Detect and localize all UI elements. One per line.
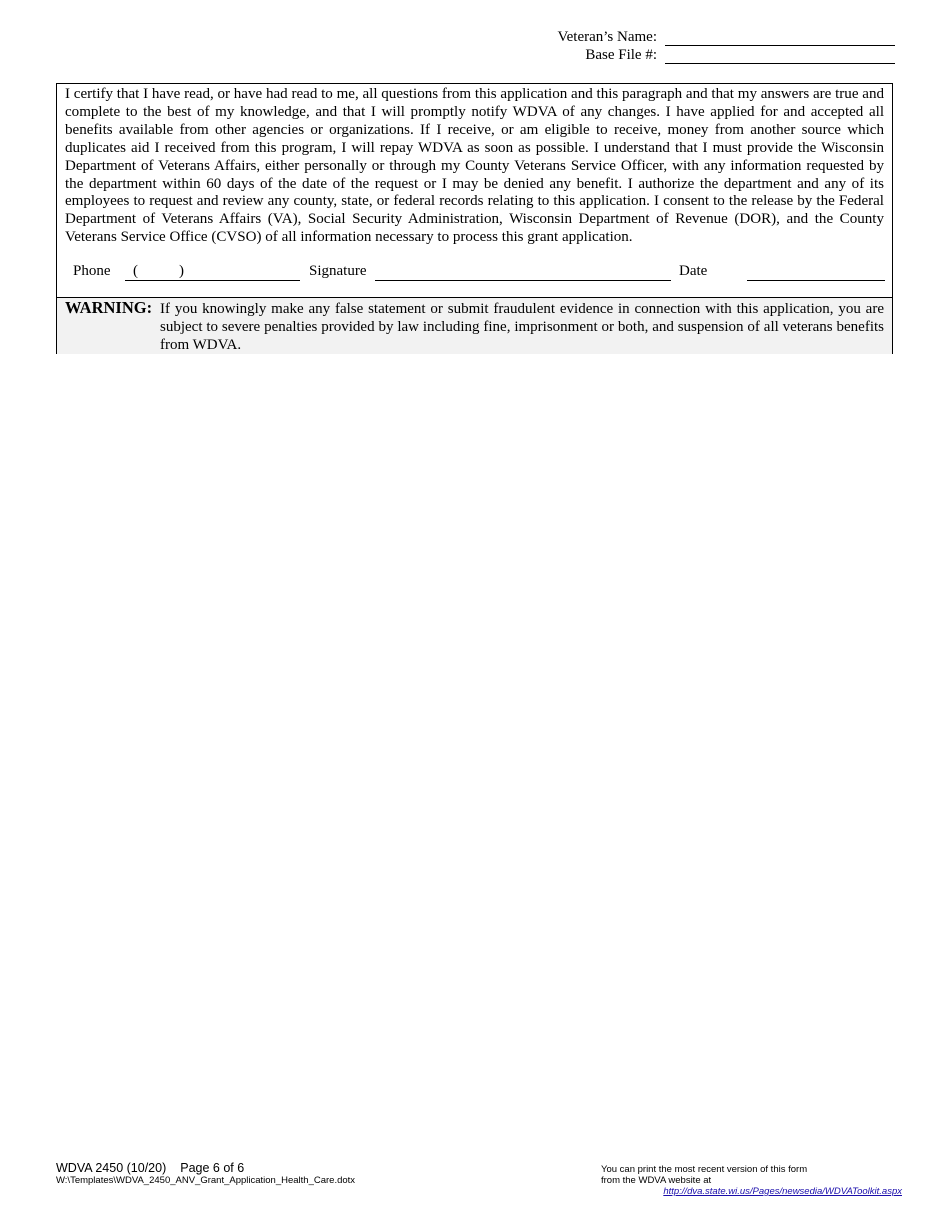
phone-close-paren: ) xyxy=(179,263,184,279)
print-note-line1: You can print the most recent version of this form xyxy=(601,1164,808,1175)
base-file-row xyxy=(440,46,895,64)
signature-field[interactable] xyxy=(375,280,671,281)
footer-print-note xyxy=(601,1164,902,1197)
phone-open-paren: ( xyxy=(133,263,138,279)
veteran-header-fields xyxy=(440,28,895,64)
phone-field[interactable] xyxy=(125,280,300,281)
footer-form-info xyxy=(56,1161,355,1187)
signature-row xyxy=(57,262,892,284)
page-number: Page 6 of 6 xyxy=(180,1161,245,1175)
veterans-name-row xyxy=(440,28,895,46)
warning-text: If you knowingly make any false statement or submit fraudulent evidence in connection with this application, you are subject to severe penalties provided by law including fine, imprisonment or both, and suspension of all veterans benefits from WDVA. xyxy=(160,301,884,353)
certification-box xyxy=(56,83,893,354)
base-file-field[interactable] xyxy=(665,47,895,64)
form-id: WDVA 2450 (10/20) xyxy=(56,1161,167,1175)
base-file-label: Base File #: xyxy=(585,47,657,63)
template-path: W:\Templates\WDVA_2450_ANV_Grant_Application_Health_Care.dotx xyxy=(56,1175,356,1186)
warning-box xyxy=(57,297,892,354)
veterans-name-field[interactable] xyxy=(665,29,895,46)
warning-label: WARNING: xyxy=(65,298,153,317)
print-note-line2: from the WDVA website at xyxy=(601,1175,712,1186)
phone-label: Phone xyxy=(73,263,111,279)
certification-text: I certify that I have read, or have had read to me, all questions from this application and this paragraph and that my answers are true and complete to the best of my knowledge, and that I will promptly notify WDVA of any changes. I have applied for and accepted all benefits available from other agencies or organizations. If I receive, or am eligible to receive, money from another source which duplicates aid I received from this program, I will repay WDVA as soon as possible. I understand that I must provide the Wisconsin Department of Veterans Affairs, either personally or through my County Veterans Service Officer, with any information requested by the department within 60 days of the date of the request or I may be denied any benefit. I authorize the department and any of its employees to request and review any county, state, or federal records relating to this application. I consent to the release by the Federal Department of Veterans Affairs (VA), Social Security Administration, Wisconsin Department of Revenue (DOR), and the County Veterans Service Office (CVSO) of all information necessary to process this grant application. xyxy=(65,86,884,246)
date-field[interactable] xyxy=(747,280,885,281)
signature-label: Signature xyxy=(309,263,367,279)
date-label: Date xyxy=(679,263,708,279)
veterans-name-label: Veteran’s Name: xyxy=(557,29,657,45)
wdva-toolkit-link[interactable]: http://dva.state.wi.us/Pages/newsedia/WDVAToolkit.aspx xyxy=(663,1186,902,1197)
